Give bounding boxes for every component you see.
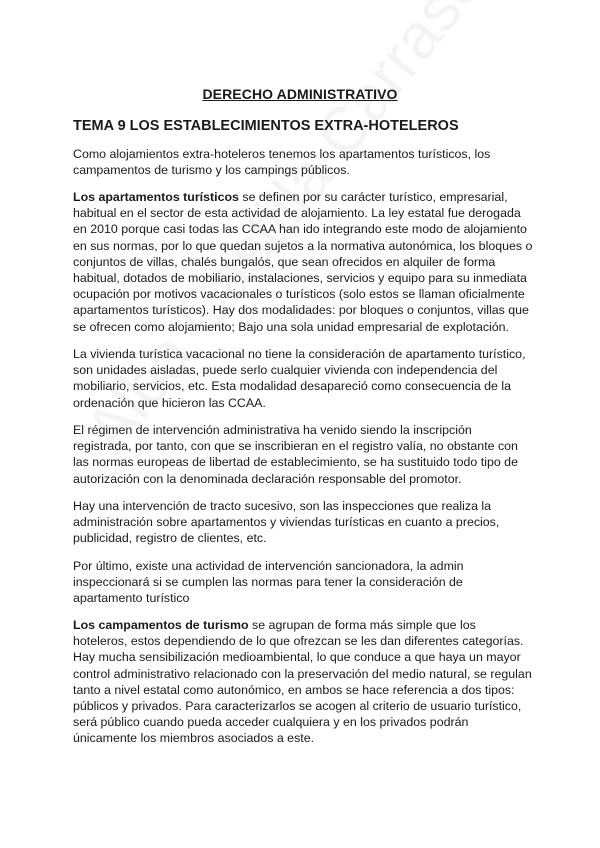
term-apartamentos: Los apartamentos turísticos — [73, 190, 239, 204]
paragraph-campamentos-text: se agrupan de forma más simple que los hoteleros, estos dependiendo de lo que ofrezcan se les dan diferentes categorías. Hay mucha sensibilización medioambiental, lo que conduce a que haya un mayor control administrativo relacionado con la preservación del medio natural, se regulan tanto a nivel estatal como autonómico, en ambos se hace referencia a dos tipos: públicos y privados. Para caracterizarlos se acogen al criterio de usuario turístico, será público cuando pueda acceder cualquiera y en los privados podrán únicamente los miembros asociados a este. — [73, 618, 532, 746]
paragraph-apartamentos-text: se definen por su carácter turístico, empresarial, habitual en el sector de esta actividad de alojamiento. La ley estatal fue derogada en 2010 porque casi todas las CCAA han ido integrando este modo de alojamiento en sus normas, por lo que quedan sujetos a la normativa autonómica, los bloques o conjuntos de villas, chalés bungalós, que sean ofrecidos en alquiler de forma habitual, dotados de mobiliario, instalaciones, servicios y equipo para su inmediata ocupación por motivos vacacionales o turísticos (solo estos se llaman oficialmente apartamentos turísticos). Hay dos modalidades: por bloques o conjuntos, villas que se ofrecen como alojamiento; Bajo una sola unidad empresarial de explotación. — [73, 190, 533, 334]
paragraph-campamentos — [73, 617, 533, 747]
intro-paragraph: Como alojamientos extra-hoteleros tenemos los apartamentos turísticos, los campamentos de turismo y los campings públicos. — [73, 147, 491, 178]
section-heading: TEMA 9 LOS ESTABLECIMIENTOS EXTRA-HOTELEROS — [73, 118, 459, 134]
paragraph-vivienda: La vivienda turística vacacional no tiene la consideración de apartamento turístico, son unidades aisladas, puede serlo cualquier vivienda con independencia del mobiliario, servicios, etc. Esta modalidad desapareció como consecuencia de la ordenación que hicieron las CCAA. — [73, 347, 526, 410]
document-title: DERECHO ADMINISTRATIVO — [202, 86, 398, 102]
term-campamentos: Los campamentos de turismo — [73, 618, 249, 632]
paragraph-inspecciones: Hay una intervención de tracto sucesivo, son las inspecciones que realiza la administración sobre apartamentos y viviendas turísticas en cuanto a precios, publicidad, registro de clientes, etc. — [73, 499, 500, 546]
paragraph-apartamentos — [73, 189, 533, 335]
paragraph-regimen: El régimen de intervención administrativa ha venido siendo la inscripción registrada, por tanto, con que se inscribieran en el registro valía, no obstante con las normas europeas de libertad de establecimiento, se ha sustituido todo tipo de autorización con la denominada declaración responsable del promotor. — [73, 423, 518, 486]
paragraph-sancionadora: Por último, existe una actividad de intervención sancionadora, la admin inspeccionará si se cumplen las normas para tener la consideración de apartamento turístico — [73, 559, 464, 606]
